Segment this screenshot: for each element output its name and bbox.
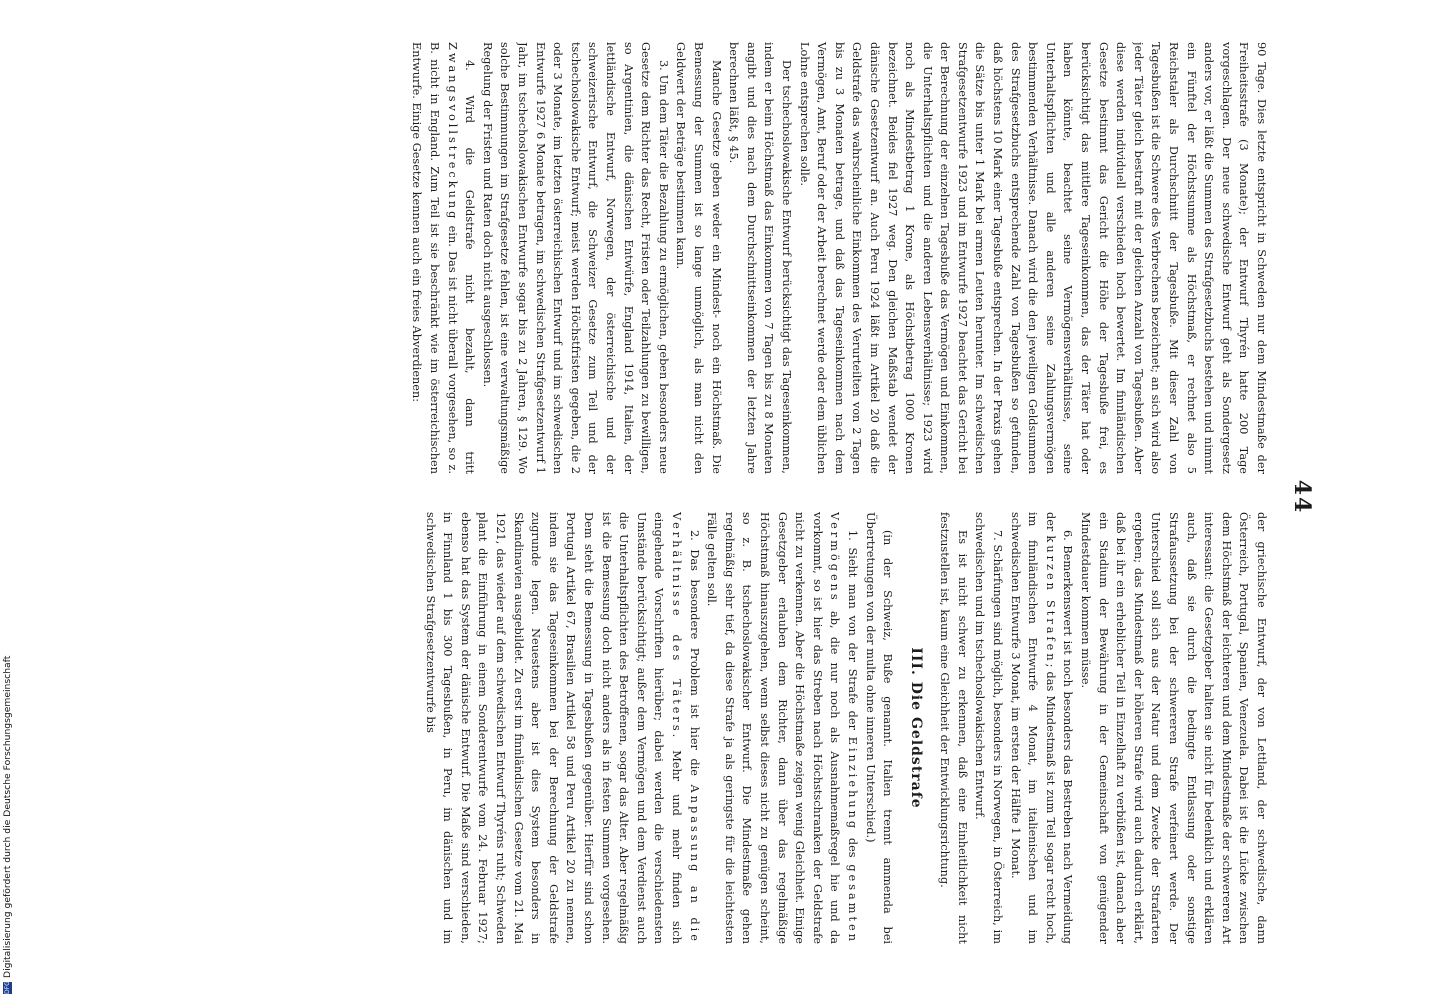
paragraph: 90 Tage. Dies letzte entspricht in Schweden nur dem Mindestmaße der Freiheitsstrafe (3 Monate); der Entwurf Thyrén hatte 200 Tage vorgeschlagen. Der neue schwedische Entwurf geht als Sondergesetz anders vor, er läßt die Summen des Strafgesetzbuchs bestehen und nimmt ein Fünftel der Höchstsumme als Höchstmaß, er rechnet also 5 Reichstaler als Durchschnitt der Tagesbuße. Mit dieser Zahl von Tagesbußen ist die Schwere des Verbrechens bezeichnet; an sich wird also jeder Täter gleich bestraft mit der gleichen Anzahl von Tagesbußen. Aber diese werden individuell verschieden hoch bewertet. Im finnländischen Gesetze bestimmt das Gericht die Höhe der Tagesbuße frei, es berücksichtigt das mittlere Tageseinkommen, das der Täter hat oder haben könnte, beachtet seine Vermögensverhältnisse, seine Unterhaltspflichten und alle anderen seine Zahlungsvermögen bestimmenden Verhältnisse. Danach wird die den jeweiligen Geldsummen des Strafgesetzbuchs entsprechende Zahl von Tagesbußen so gefunden, daß höchstens 10 Mark einer Tagesbuße entsprechen. In der Praxis gehen die Sätze bis unter 1 Mark bei armen Leuten herunter. Im schwedischen Strafgesetzentwurfe 1923 und im Entwurfe 1927 beachtet das Gericht bei der Berechnung der einzelnen Tagesbuße das Vermögen und Einkommen, die Unterhaltspflichten und die anderen Lebensverhältnisse; 1923 wird noch als Mindestbetrag 1 Krone, als Höchstbetrag 1000 Kronen bezeichnet. Beides fiel 1927 weg. Den gleichen Maßstab wendet der dänische Gesetzentwurf an. Auch Peru 1924 läßt im Artikel 20 daß die Geldstrafe das wahrscheinliche Einkommen des Verurteilten von 2 Tagen bis zu 3 Monaten betrage, und daß das Tageseinkommen nach dem Vermögen, Amt, Beruf oder der Arbeit berechnet werde oder dem üblichen Lohne entsprechen solle. (797, 42, 1268, 474)
paragraph: Manche Gesetze geben weder ein Mindest- noch ein Höchstmaß. Die Bemessung der Summen ist so lange unmöglich, als man nicht den Geldwert der Beträge bestimmen kann. (674, 42, 723, 474)
spaced-term: Zwangsvollstreckung (445, 42, 459, 222)
spaced-term: kurzen Strafen (1043, 535, 1057, 664)
text-column-left (145, 512, 1270, 944)
section-heading: III. Die Geldstrafe (907, 647, 924, 809)
dfg-logo-icon: DFG (4, 981, 11, 994)
spaced-term: Anpassung an die Verhältnisse des Täters (670, 512, 701, 944)
text-column-right (145, 42, 1270, 474)
text-run: 1. Sieht man von der Strafe der (845, 530, 859, 737)
text-run: ab, die nur noch als Ausnahmemaßregel hie und da vorkommt, so ist hier das Streben nach Höchstschranken der Geldstrafe nicht zu verkennen. Aber die Höchstmaße zeigen wenig Gleichheit. Einige Gesetzgeber erlauben dem Richter, dann über das regelmäßige Höchstmaß hinauszugehen, wenn selbst dieses nicht zu genügen scheint, so z. B. tschechoslowakischer Entwurf. Die Mindestmaße gehen regelmäßig sehr tief, da diese Strafe ja als geringste für die leichtesten Fälle gelten soll. (705, 512, 842, 944)
text-run: des (845, 831, 859, 865)
paragraph (703, 512, 861, 944)
paragraph: der griechische Entwurf, der von Lettland, der schwedische, dann Österreich, Portugal, Spanien, Venezuela. Dabei ist die Lücke zwischen dem Höchstmaß der leichteren und dem Mindestmaße der schwereren Art interessant: die Gesetzgeber halten sie nicht für bedenklich und erklären auch, daß sie durch die bedingte Entlassung oder sonstige Strafaussetzung bei der schwereren Strafe verfeinert werde. Der Unterschied soll sich aus der Natur und dem Zwecke der Strafarten ergeben; das Mindestmaß der höheren Strafe wird auch dadurch erklärt, daß bei ihr ein erheblicher Teil in Einzelhaft zu verbüßen ist, danach aber ein Stadium der Bewährung in der Gemeinschaft von genügender Mindestdauer kommen müsse. (1079, 512, 1268, 944)
text-run: ein. Das ist nicht überall vorgesehen, so z. B. nicht in England. Zum Teil ist sie beschränkt wie im österreichischen Entwurfe. Einige Gesetze kennen auch ein freies Abverdienen: (410, 42, 459, 474)
paragraph: (in der Schweiz, Buße genannt. Italien trennt ammenda bei Übertretungen von der multa ohne inneren Unterschied.) (863, 512, 895, 944)
digitization-credit (1, 0, 15, 1000)
paragraph: 7. Schärfungen sind möglich, besonders in Norwegen, in Österreich, im schwedischen und im tschechoslowakischen Entwurf. (973, 512, 1005, 944)
text-run: 6. Bemerkenswert ist noch besonders das Bestreben nach Vermeidung der (1043, 512, 1075, 944)
spaced-term: Einziehung (845, 736, 859, 832)
page-number: 44 (1289, 479, 1315, 515)
text-run: 2. Das besondere Problem ist hier die (687, 530, 701, 785)
paragraph (1006, 512, 1076, 944)
text-run: . Mehr und mehr finden sich eingehende Vorschriften hierüber; dabei werden die verschiedensten Umstände berücksichtigt; außer dem Vermögen und dem Verdienst auch die Unterhaltspflichten des Betroffenen, sogar das Alter. Aber regelmäßig ist die Bemessung doch nicht anders als in festen Summen vorgesehen. Dem steht die Bemessung in Tagesbußen gegenüber. Hierfür sind schon Portugal Artikel 67, Brasilien Artikel 58 und Peru Artikel 20 zu nennen, indem sie das Tageseinkommen bei der Berechnung der Geldstrafe zugrunde legen. Neuestens aber ist dies System besonders in Skandinavien ausgebildet. Zu erst im finnländischen Gesetze vom 21. Mai 1921, das wieder auf dem schwedischen Entwurf Thyréns ruht; Schweden plant die Einführung in einem Sonderentwurfe vom 24. Februar 1927; ebenso hat das System der dänische Entwurf. Die Maße sind verschieden, in Finnland 1 bis 300 Tagesbußen, in Peru, im dänischen und im schwedischen Strafgesetzentwurfe bis (423, 512, 683, 944)
rotated-page-content (142, 42, 1322, 952)
paragraph: Der tschechoslowakische Entwurf berücksichtigt das Tageseinkommen, indem er beim Höchstmaß das Einkommen von 7 Tagen bis zu 8 Monaten angibt und dies nach dem Durchschnittseinkommen der letzten Jahre berechnen läßt, § 45. (727, 42, 793, 474)
paragraph (408, 42, 478, 474)
text-run: ; das Mindestmaß ist zum Teil sogar recht hoch, im finnländischen Entwurfe 4 Monat, im italienischen und im schwedischen Entwurfe 3 Monat, im ersten der Hälfte 1 Monat. (1008, 512, 1057, 944)
paragraph (421, 512, 703, 944)
text-run: 4. Wird die Geldstrafe nicht bezahlt, dann tritt (463, 60, 477, 474)
credit-text: Digitalisierung gefördert durch die Deutsche Forschungsgemeinschaft (2, 655, 13, 978)
paragraph: 3. Um dem Täter die Bezahlung zu ermöglichen, geben besonders neue Gesetze dem Richter das Recht, Fristen oder Teilzahlungen zu bewilligen, so Argentinien, die dänischen Entwürfe, England 1914, Italien, der lettländische Entwurf, Norwegen, der österreichische und der schweizerische Entwurf, die Schweizer Gesetze zum Teil und der tschechoslowakische Entwurf; meist werden Höchstfristen gegeben, die 2 oder 3 Monate, im letzten österreichischen Entwurf und im schwedischen Entwurfe 1927 6 Monate betragen, im schwedischen Strafgesetzentwurf 1 Jahr, im tschechoslowakischen Entwurfe sogar bis zu 2 Jahren, § 129. Wo solche Bestimmungen im Strafgesetze fehlen, ist eine verwaltungsmäßige Regelung der Fristen und Raten doch nicht ausgeschlossen. (480, 42, 670, 474)
spaced-term: gesamten Vermögens (828, 512, 859, 944)
paragraph: Es ist nicht schwer zu erkennen, daß eine Einheitlichkeit nicht festzustellen ist, kaum eine Gleichheit der Entwicklungsrichtung. (938, 512, 969, 944)
